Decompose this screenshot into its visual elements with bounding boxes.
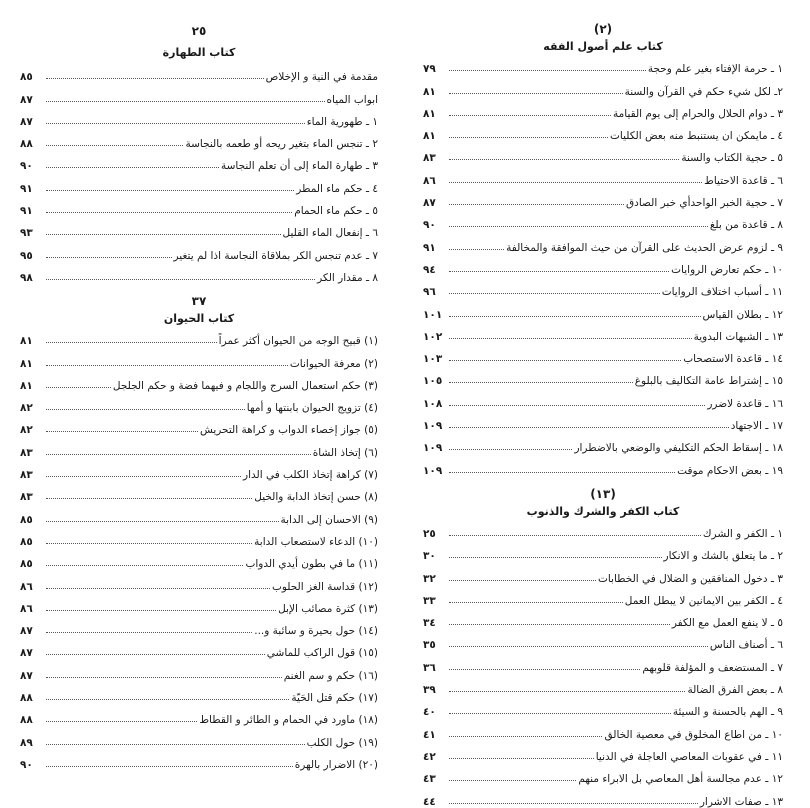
- toc-entry-page: ٩١: [20, 182, 33, 195]
- toc-entry-title: ١٠ ـ حكم تعارض الروايات: [671, 263, 783, 276]
- toc-entry: [20, 325, 378, 347]
- dot-leader: [449, 316, 701, 317]
- toc-entry: [20, 704, 378, 726]
- toc-entry-title: (١٧) حكم قتل الحَيّة: [291, 692, 378, 705]
- dot-leader: [46, 610, 276, 611]
- toc-entry: [20, 195, 378, 217]
- section-title: كتاب الطهارة: [162, 46, 236, 59]
- toc-entry: [20, 370, 378, 392]
- toc-entry: [423, 209, 783, 231]
- toc-entry: [20, 726, 378, 748]
- dot-leader: [46, 588, 270, 589]
- dot-leader: [449, 535, 701, 536]
- toc-entry: [423, 164, 783, 186]
- toc-list: [423, 518, 783, 808]
- toc-entry-page: ٩٥: [20, 249, 33, 262]
- toc-entry: [423, 562, 783, 584]
- toc-entry-title: ١٣ ـ صفات الاشرار: [699, 795, 783, 808]
- toc-entry-page: ١٠٨: [423, 397, 443, 410]
- toc-entry: [423, 454, 783, 476]
- toc-entry-title: ٨ ـ مقدار الكر: [317, 271, 378, 284]
- toc-entry-title: ٣ ـ طهارة الماء إلى أن تعلم النجاسة: [220, 160, 378, 173]
- dot-leader: [46, 431, 198, 432]
- dot-leader: [46, 654, 265, 655]
- toc-entry-title: ١٥ ـ إشتراط عامة التكاليف بالبلوغ: [634, 375, 783, 388]
- dot-leader: [46, 167, 219, 168]
- dot-leader: [449, 758, 594, 759]
- toc-entry-page: ٤٠: [423, 706, 436, 719]
- toc-entry-page: ٣٠: [423, 550, 436, 563]
- dot-leader: [449, 580, 596, 581]
- toc-entry: [423, 254, 783, 276]
- toc-entry-page: ١٠٩: [423, 464, 443, 477]
- dot-leader: [46, 78, 264, 79]
- toc-entry-page: ٣٩: [423, 684, 436, 697]
- toc-entry: [423, 718, 783, 740]
- dot-leader: [449, 713, 671, 714]
- dot-leader: [46, 744, 305, 745]
- toc-entry: [423, 142, 783, 164]
- toc-entry: [20, 239, 378, 261]
- toc-entry-page: ٨٧: [20, 115, 33, 128]
- toc-entry-page: ٣٤: [423, 617, 436, 630]
- dot-leader: [46, 190, 294, 191]
- dot-leader: [449, 70, 646, 71]
- toc-entry-page: ٣٥: [423, 639, 436, 652]
- toc-entry: [423, 231, 783, 253]
- toc-entry-title: (١٠) الدعاء لاستصعاب الدابة: [254, 535, 378, 548]
- toc-entry-title: (٢) معرفة الحيوانات: [289, 357, 378, 370]
- toc-entry: [20, 217, 378, 239]
- toc-entry: [20, 682, 378, 704]
- dot-leader: [46, 365, 288, 366]
- toc-entry-title: (٥) جواز إخصاء الدواب و كراهة التحريش: [199, 424, 378, 437]
- toc-entry-title: ٤ ـ حكم ماء المطر: [296, 182, 378, 195]
- toc-entry-page: ٨٣: [20, 469, 33, 482]
- dot-leader: [449, 624, 670, 625]
- toc-list: [20, 325, 378, 771]
- dot-leader: [449, 93, 623, 94]
- section-number: (١٣): [590, 486, 616, 501]
- toc-entry: [423, 651, 783, 673]
- toc-entry: [20, 347, 378, 369]
- toc-entry-title: ١١ ـ في عقوبات المعاصي العاجلة في الدنيا: [595, 750, 783, 763]
- toc-entry-page: ٨٢: [20, 402, 33, 415]
- toc-entry-title: (١) قبيح الوجه من الحيوان أكثر عمراً: [218, 335, 378, 348]
- toc-entry-page: ٨٨: [20, 692, 33, 705]
- toc-entry-title: (٦) إتخاذ الشاة: [312, 446, 378, 459]
- toc-entry-page: ٨٦: [20, 580, 33, 593]
- toc-entry: [423, 785, 783, 807]
- dot-leader: [449, 646, 708, 647]
- toc-entry: [423, 187, 783, 209]
- toc-entry: [423, 585, 783, 607]
- toc-entry: [20, 615, 378, 637]
- toc-entry-title: ١٦ ـ قاعدة لاضرر: [707, 397, 783, 410]
- dot-leader: [449, 472, 675, 473]
- toc-entry-title: ١ ـ حرمة الإفتاء بغير علم وحجة: [647, 63, 783, 76]
- dot-leader: [46, 101, 325, 102]
- toc-entry-title: (١٨) ماورد في الحمام و الطائر و القطاط: [199, 714, 378, 727]
- toc-entry-page: ٨٣: [20, 446, 33, 459]
- dot-leader: [449, 338, 692, 339]
- toc-entry: [423, 75, 783, 97]
- dot-leader: [46, 212, 292, 213]
- toc-entry: [20, 637, 378, 659]
- toc-entry: [423, 629, 783, 651]
- dot-leader: [46, 454, 311, 455]
- toc-entry-page: ٨٣: [423, 152, 436, 165]
- toc-entry-title: ابواب المياه: [326, 93, 378, 106]
- dot-leader: [449, 249, 504, 250]
- toc-entry: [423, 607, 783, 629]
- toc-entry-title: ١٢ ـ عدم مجالسة أهل المعاصي بل الابراء منهم: [578, 773, 783, 786]
- toc-entry-page: ٩١: [423, 241, 436, 254]
- toc-entry-page: ٩٣: [20, 227, 33, 240]
- toc-entry-title: ١٩ ـ بعض الاحكام موقت: [677, 464, 783, 477]
- dot-leader: [449, 427, 729, 428]
- toc-entry-page: ٨٥: [20, 71, 33, 84]
- dot-leader: [449, 669, 640, 670]
- toc-entry-page: ٨٢: [20, 424, 33, 437]
- toc-entry-title: ٩ ـ الهم بالحسنة و السيئة: [672, 706, 783, 719]
- toc-entry-title: ٣ ـ دخول المنافقين و الضلال في الخطابات: [597, 572, 783, 585]
- toc-entry-page: ٣٣: [423, 594, 436, 607]
- dot-leader: [449, 182, 702, 183]
- toc-entry-title: (١٣) كثرة مصائب الإبل: [278, 602, 378, 615]
- toc-entry-title: (١٤) حول بحيرة و سائبة و...: [254, 625, 378, 638]
- section-number: ٢٥: [191, 24, 207, 38]
- toc-entry: [423, 98, 783, 120]
- toc-entry-page: ٣٦: [423, 661, 436, 674]
- toc-entry-page: ٨٥: [20, 535, 33, 548]
- toc-entry-title: ٦ ـ قاعدة الاحتياط: [704, 174, 783, 187]
- dot-leader: [46, 498, 252, 499]
- toc-entry: [423, 696, 783, 718]
- toc-entry: [20, 659, 378, 681]
- toc-entry-page: ١٠٢: [423, 330, 443, 343]
- toc-entry-page: ٨٧: [20, 93, 33, 106]
- toc-entry-title: ٧ ـ حجية الخبر الواحدأي خبر الصادق: [626, 197, 783, 210]
- toc-entry-title: (١٦) حكم و سم الغنم: [283, 669, 378, 682]
- toc-entry-page: ٨١: [20, 357, 33, 370]
- toc-entry: [423, 53, 783, 75]
- toc-entry-title: ١٠ ـ من اطاع المخلوق في معصية الخالق: [604, 728, 783, 741]
- toc-entry-page: ٨٧: [20, 669, 33, 682]
- dot-leader: [46, 543, 252, 544]
- toc-entry: [423, 120, 783, 142]
- section-title: كتاب الحيوان: [163, 311, 235, 325]
- toc-entry-page: ٤٤: [423, 795, 436, 808]
- dot-leader: [449, 803, 698, 804]
- toc-entry-title: ٩ ـ لزوم عرض الحديث على القرآن من حيث الموافقة والمخالفة: [506, 241, 783, 254]
- toc-entry: [20, 570, 378, 592]
- dot-leader: [449, 557, 662, 558]
- toc-entry: [423, 298, 783, 320]
- toc-entry: [20, 459, 378, 481]
- toc-entry-title: (٣) حكم استعمال السرج واللجام و فيهما فضة و حكم الجلجل: [112, 379, 378, 392]
- toc-entry-page: ٨١: [20, 379, 33, 392]
- toc-entry-page: ٩٠: [20, 160, 33, 173]
- section-title: كتاب الكفر والشرك والذنوب: [526, 504, 680, 518]
- toc-entry-title: ٧ ـ عدم تنجس الكر بملاقاة النجاسة اذا لم يتغير: [173, 249, 378, 262]
- dot-leader: [46, 766, 293, 767]
- toc-entry-page: ٨١: [423, 107, 436, 120]
- toc-entry-page: ٩٠: [20, 758, 33, 771]
- toc-entry: [20, 392, 378, 414]
- dot-leader: [449, 159, 679, 160]
- toc-entry-title: (٨) حسن إتخاذ الدابة والخيل: [254, 491, 378, 504]
- dot-leader: [46, 409, 245, 410]
- toc-entry: [423, 365, 783, 387]
- toc-entry-page: ٧٩: [423, 63, 436, 76]
- toc-entry-page: ٨٧: [20, 625, 33, 638]
- toc-entry-title: ٣ ـ دوام الحلال والحرام إلى يوم القيامة: [613, 107, 783, 120]
- dot-leader: [46, 677, 282, 678]
- right-column: [423, 0, 783, 808]
- dot-leader: [46, 342, 217, 343]
- section-title: كتاب علم أصول الفقه: [543, 40, 663, 53]
- toc-entry-page: ٤٣: [423, 773, 436, 786]
- dot-leader: [449, 360, 681, 361]
- toc-entry: [423, 321, 783, 343]
- toc-entry: [20, 61, 378, 83]
- toc-entry: [423, 432, 783, 454]
- toc-entry: [423, 387, 783, 409]
- dot-leader: [449, 602, 623, 603]
- dot-leader: [46, 565, 243, 566]
- toc-entry-page: ٩٦: [423, 286, 436, 299]
- dot-leader: [449, 736, 602, 737]
- toc-entry-title: (١٢) قداسة الغز الحلوب: [271, 580, 378, 593]
- toc-entry-title: ٨ ـ قاعدة من بلغ: [709, 219, 783, 232]
- toc-entry-page: ١٠٣: [423, 353, 443, 366]
- dot-leader: [449, 405, 705, 406]
- toc-entry-page: ٨٧: [20, 647, 33, 660]
- toc-entry-page: ٨٦: [20, 602, 33, 615]
- dot-leader: [449, 449, 572, 450]
- toc-entry-page: ٨٨: [20, 714, 33, 727]
- toc-list: [423, 53, 783, 477]
- toc-entry-page: ٨٥: [20, 558, 33, 571]
- toc-entry-title: ٢ـ لكل شيء حكم في القرآن والسنة: [624, 85, 783, 98]
- toc-entry-page: ٨٣: [20, 491, 33, 504]
- toc-entry: [20, 503, 378, 525]
- toc-entry-title: ٥ ـ حكم ماء الحمام: [294, 205, 378, 218]
- toc-entry-title: (١٥) قول الراكب للماشي: [266, 647, 378, 660]
- section-number: (٢): [593, 22, 613, 36]
- toc-entry-title: ١ ـ طهورية الماء: [306, 115, 378, 128]
- toc-entry-title: (٤) تزويج الحيوان بابنتها و أمها: [246, 402, 378, 415]
- toc-entry: [20, 593, 378, 615]
- toc-entry: [423, 540, 783, 562]
- toc-entry: [20, 128, 378, 150]
- toc-entry-title: ٤ ـ مايمكن ان يستنبط منه بعض الكليات: [610, 130, 783, 143]
- toc-entry-title: ١ ـ الكفر و الشرك: [702, 527, 783, 540]
- toc-entry-title: (١١) ما في بطون أيدي الدواب: [245, 558, 378, 571]
- toc-entry-page: ٩١: [20, 205, 33, 218]
- toc-entry-title: ١٧ ـ الاجتهاد: [730, 420, 783, 433]
- toc-entry-page: ٨٧: [423, 197, 436, 210]
- dot-leader: [449, 137, 608, 138]
- toc-entry-page: ٣٢: [423, 572, 436, 585]
- toc-entry: [20, 548, 378, 570]
- dot-leader: [46, 387, 111, 388]
- dot-leader: [449, 271, 669, 272]
- dot-leader: [46, 257, 172, 258]
- toc-entry-title: ١٣ ـ الشبهات البدوية: [693, 330, 783, 343]
- toc-entry: [20, 106, 378, 128]
- dot-leader: [46, 721, 197, 722]
- toc-entry-title: ١٨ ـ إسقاط الحكم التكليفي والوضعي بالاضطرار: [574, 442, 783, 455]
- toc-entry: [20, 172, 378, 194]
- toc-entry: [20, 262, 378, 284]
- toc-entry-page: ٨١: [423, 130, 436, 143]
- toc-entry: [20, 150, 378, 172]
- toc-entry: [423, 674, 783, 696]
- toc-list: [20, 61, 378, 284]
- dot-leader: [449, 226, 708, 227]
- toc-entry-page: ٩٤: [423, 263, 436, 276]
- dot-leader: [449, 204, 624, 205]
- dot-leader: [46, 123, 305, 124]
- toc-entry-page: ٨٦: [423, 174, 436, 187]
- toc-entry-page: ٨٩: [20, 736, 33, 749]
- toc-entry: [20, 83, 378, 105]
- toc-entry: [20, 436, 378, 458]
- toc-entry-title: ١١ ـ أسباب اختلاف الروايات: [661, 286, 783, 299]
- dot-leader: [46, 279, 315, 280]
- section-number: ٣٧: [191, 293, 207, 308]
- toc-entry-page: ٢٥: [423, 527, 436, 540]
- toc-entry-title: ١٤ ـ قاعدة الاستصحاب: [683, 353, 783, 366]
- toc-entry-title: ٧ ـ المستضعف و المؤلفة قلوبهم: [642, 661, 783, 674]
- toc-entry-title: ١٢ ـ بطلان القياس: [702, 308, 783, 321]
- dot-leader: [449, 691, 685, 692]
- toc-entry-title: ٦ ـ إنفعال الماء القليل: [282, 227, 378, 240]
- left-column: [20, 0, 378, 771]
- dot-leader: [449, 115, 611, 116]
- toc-entry-title: ٦ ـ أصناف الناس: [709, 639, 783, 652]
- dot-leader: [46, 521, 279, 522]
- toc-entry-title: ٥ ـ حجية الكتاب والسنة: [681, 152, 783, 165]
- toc-entry-title: (٧) كراهة إتخاذ الكلب في الدار: [243, 469, 378, 482]
- toc-entry-page: ١٠٩: [423, 442, 443, 455]
- toc-entry: [423, 276, 783, 298]
- toc-entry-page: ٤١: [423, 728, 436, 741]
- dot-leader: [46, 145, 183, 146]
- toc-entry-title: ٥ ـ لا ينفع العمل مع الكفر: [671, 617, 783, 630]
- dot-leader: [46, 632, 252, 633]
- toc-entry: [423, 763, 783, 785]
- dot-leader: [46, 476, 241, 477]
- toc-entry-page: ٩٨: [20, 271, 33, 284]
- dot-leader: [449, 780, 576, 781]
- toc-entry-title: ٢ ـ تنجس الماء بتغير ريحه أو طعمه بالنجاسة: [185, 138, 378, 151]
- toc-entry: [20, 749, 378, 771]
- toc-entry-page: ١٠١: [423, 308, 443, 321]
- toc-entry-title: ٢ ـ ما يتعلق بالشك و الانكار: [663, 550, 783, 563]
- toc-entry-page: ١٠٥: [423, 375, 443, 388]
- dot-leader: [46, 699, 289, 700]
- toc-entry-title: ٤ ـ الكفر بين الايمانين لا يبطل العمل: [624, 594, 783, 607]
- toc-entry: [20, 526, 378, 548]
- toc-entry-page: ٩٠: [423, 219, 436, 232]
- toc-entry: [20, 414, 378, 436]
- toc-entry-title: (١٩) حول الكلب: [306, 736, 378, 749]
- toc-entry: [423, 410, 783, 432]
- dot-leader: [46, 234, 281, 235]
- toc-entry-title: مقدمة في النية و الإخلاص: [265, 71, 378, 84]
- toc-entry-page: ٨٨: [20, 138, 33, 151]
- toc-entry: [20, 481, 378, 503]
- dot-leader: [449, 382, 633, 383]
- toc-entry: [423, 741, 783, 763]
- toc-entry: [423, 518, 783, 540]
- toc-entry: [423, 343, 783, 365]
- toc-entry-page: ٨١: [20, 335, 33, 348]
- toc-entry-page: ٤٢: [423, 750, 436, 763]
- toc-entry-title: (٩) الاحسان إلى الدابة: [280, 513, 378, 526]
- dot-leader: [449, 293, 660, 294]
- toc-entry-page: ١٠٩: [423, 420, 443, 433]
- toc-entry-page: ٨٥: [20, 513, 33, 526]
- toc-entry-title: (٢٠) الاضرار بالهرة: [294, 758, 378, 771]
- toc-entry-page: ٨١: [423, 85, 436, 98]
- toc-entry-title: ٨ ـ بعض الفرق الضالة: [687, 684, 783, 697]
